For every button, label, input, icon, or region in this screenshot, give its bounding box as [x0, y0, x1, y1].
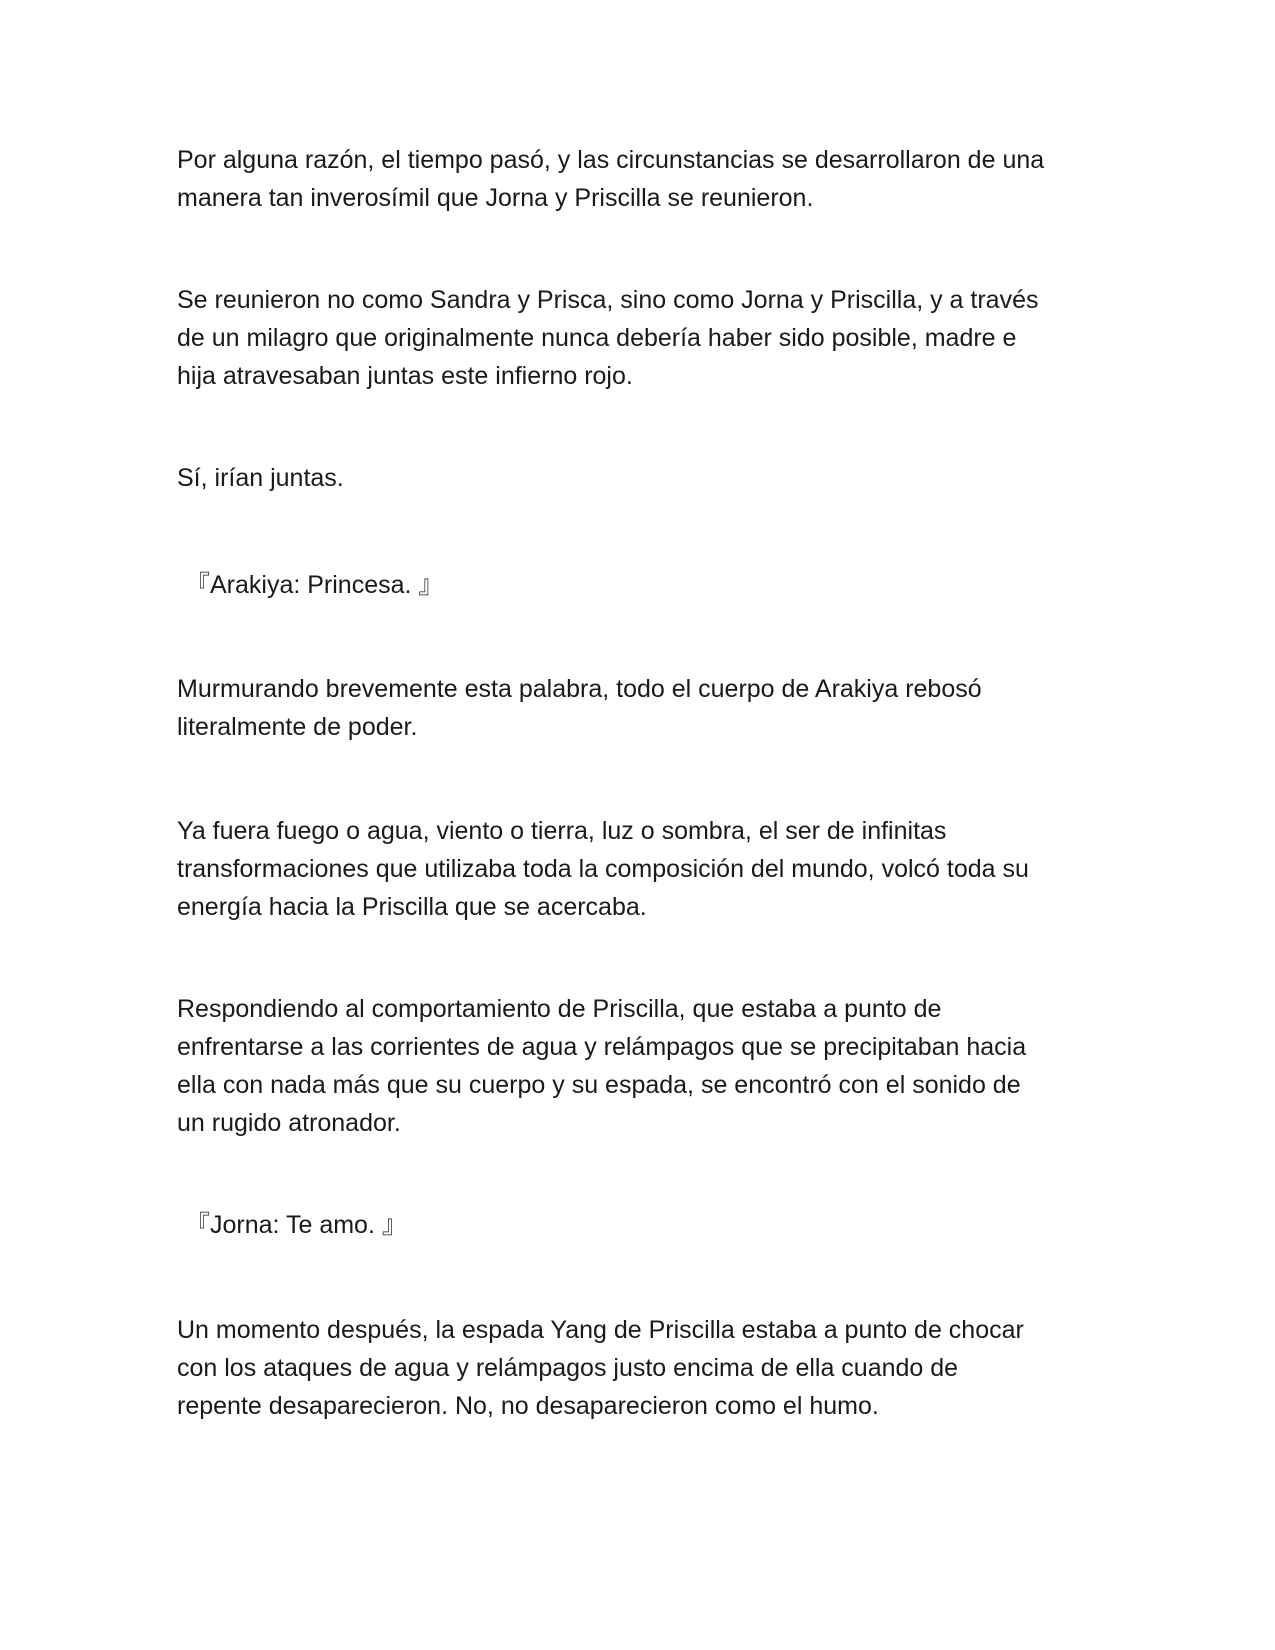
paragraph-line: ella con nada más que su cuerpo y su espada, se encontró con el sonido de — [177, 1071, 1021, 1099]
paragraph-2 — [177, 281, 1107, 395]
paragraph-line: Respondiendo al comportamiento de Priscilla, que estaba a punto de — [177, 995, 942, 1023]
paragraph-7 — [177, 990, 1107, 1142]
paragraph-9 — [177, 1311, 1107, 1425]
paragraph-line: Sí, irían juntas. — [177, 464, 344, 492]
paragraph-line: Ya fuera fuego o agua, viento o tierra, luz o sombra, el ser de infinitas — [177, 817, 947, 845]
dialogue-jorna — [185, 1206, 1115, 1244]
dialogue-arakiya — [185, 566, 1115, 604]
paragraph-line: transformaciones que utilizaba toda la composición del mundo, volcó toda su — [177, 855, 1029, 883]
paragraph-line: de un milagro que originalmente nunca debería haber sido posible, madre e — [177, 324, 1017, 352]
paragraph-line: un rugido atronador. — [177, 1109, 401, 1137]
paragraph-line: enfrentarse a las corrientes de agua y relámpagos que se precipitaban hacia — [177, 1033, 1027, 1061]
dialogue-line: 『Arakiya: Princesa. 』 — [185, 571, 444, 599]
paragraph-3 — [177, 459, 1107, 497]
paragraph-1 — [177, 141, 1107, 217]
paragraph-5 — [177, 670, 1107, 746]
paragraph-line: repente desaparecieron. No, no desaparecieron como el humo. — [177, 1392, 879, 1420]
paragraph-line: hija atravesaban juntas este infierno rojo. — [177, 362, 633, 390]
paragraph-line: con los ataques de agua y relámpagos justo encima de ella cuando de — [177, 1354, 959, 1382]
paragraph-6 — [177, 812, 1107, 926]
paragraph-line: Se reunieron no como Sandra y Prisca, sino como Jorna y Priscilla, y a través — [177, 286, 1039, 314]
paragraph-line: Por alguna razón, el tiempo pasó, y las circunstancias se desarrollaron de una — [177, 146, 1045, 174]
paragraph-line: energía hacia la Priscilla que se acercaba. — [177, 893, 647, 921]
dialogue-line: 『Jorna: Te amo. 』 — [185, 1211, 407, 1239]
paragraph-line: manera tan inverosímil que Jorna y Priscilla se reunieron. — [177, 184, 814, 212]
paragraph-line: Murmurando brevemente esta palabra, todo el cuerpo de Arakiya rebosó — [177, 675, 982, 703]
paragraph-line: Un momento después, la espada Yang de Priscilla estaba a punto de chocar — [177, 1316, 1024, 1344]
paragraph-line: literalmente de poder. — [177, 713, 418, 741]
